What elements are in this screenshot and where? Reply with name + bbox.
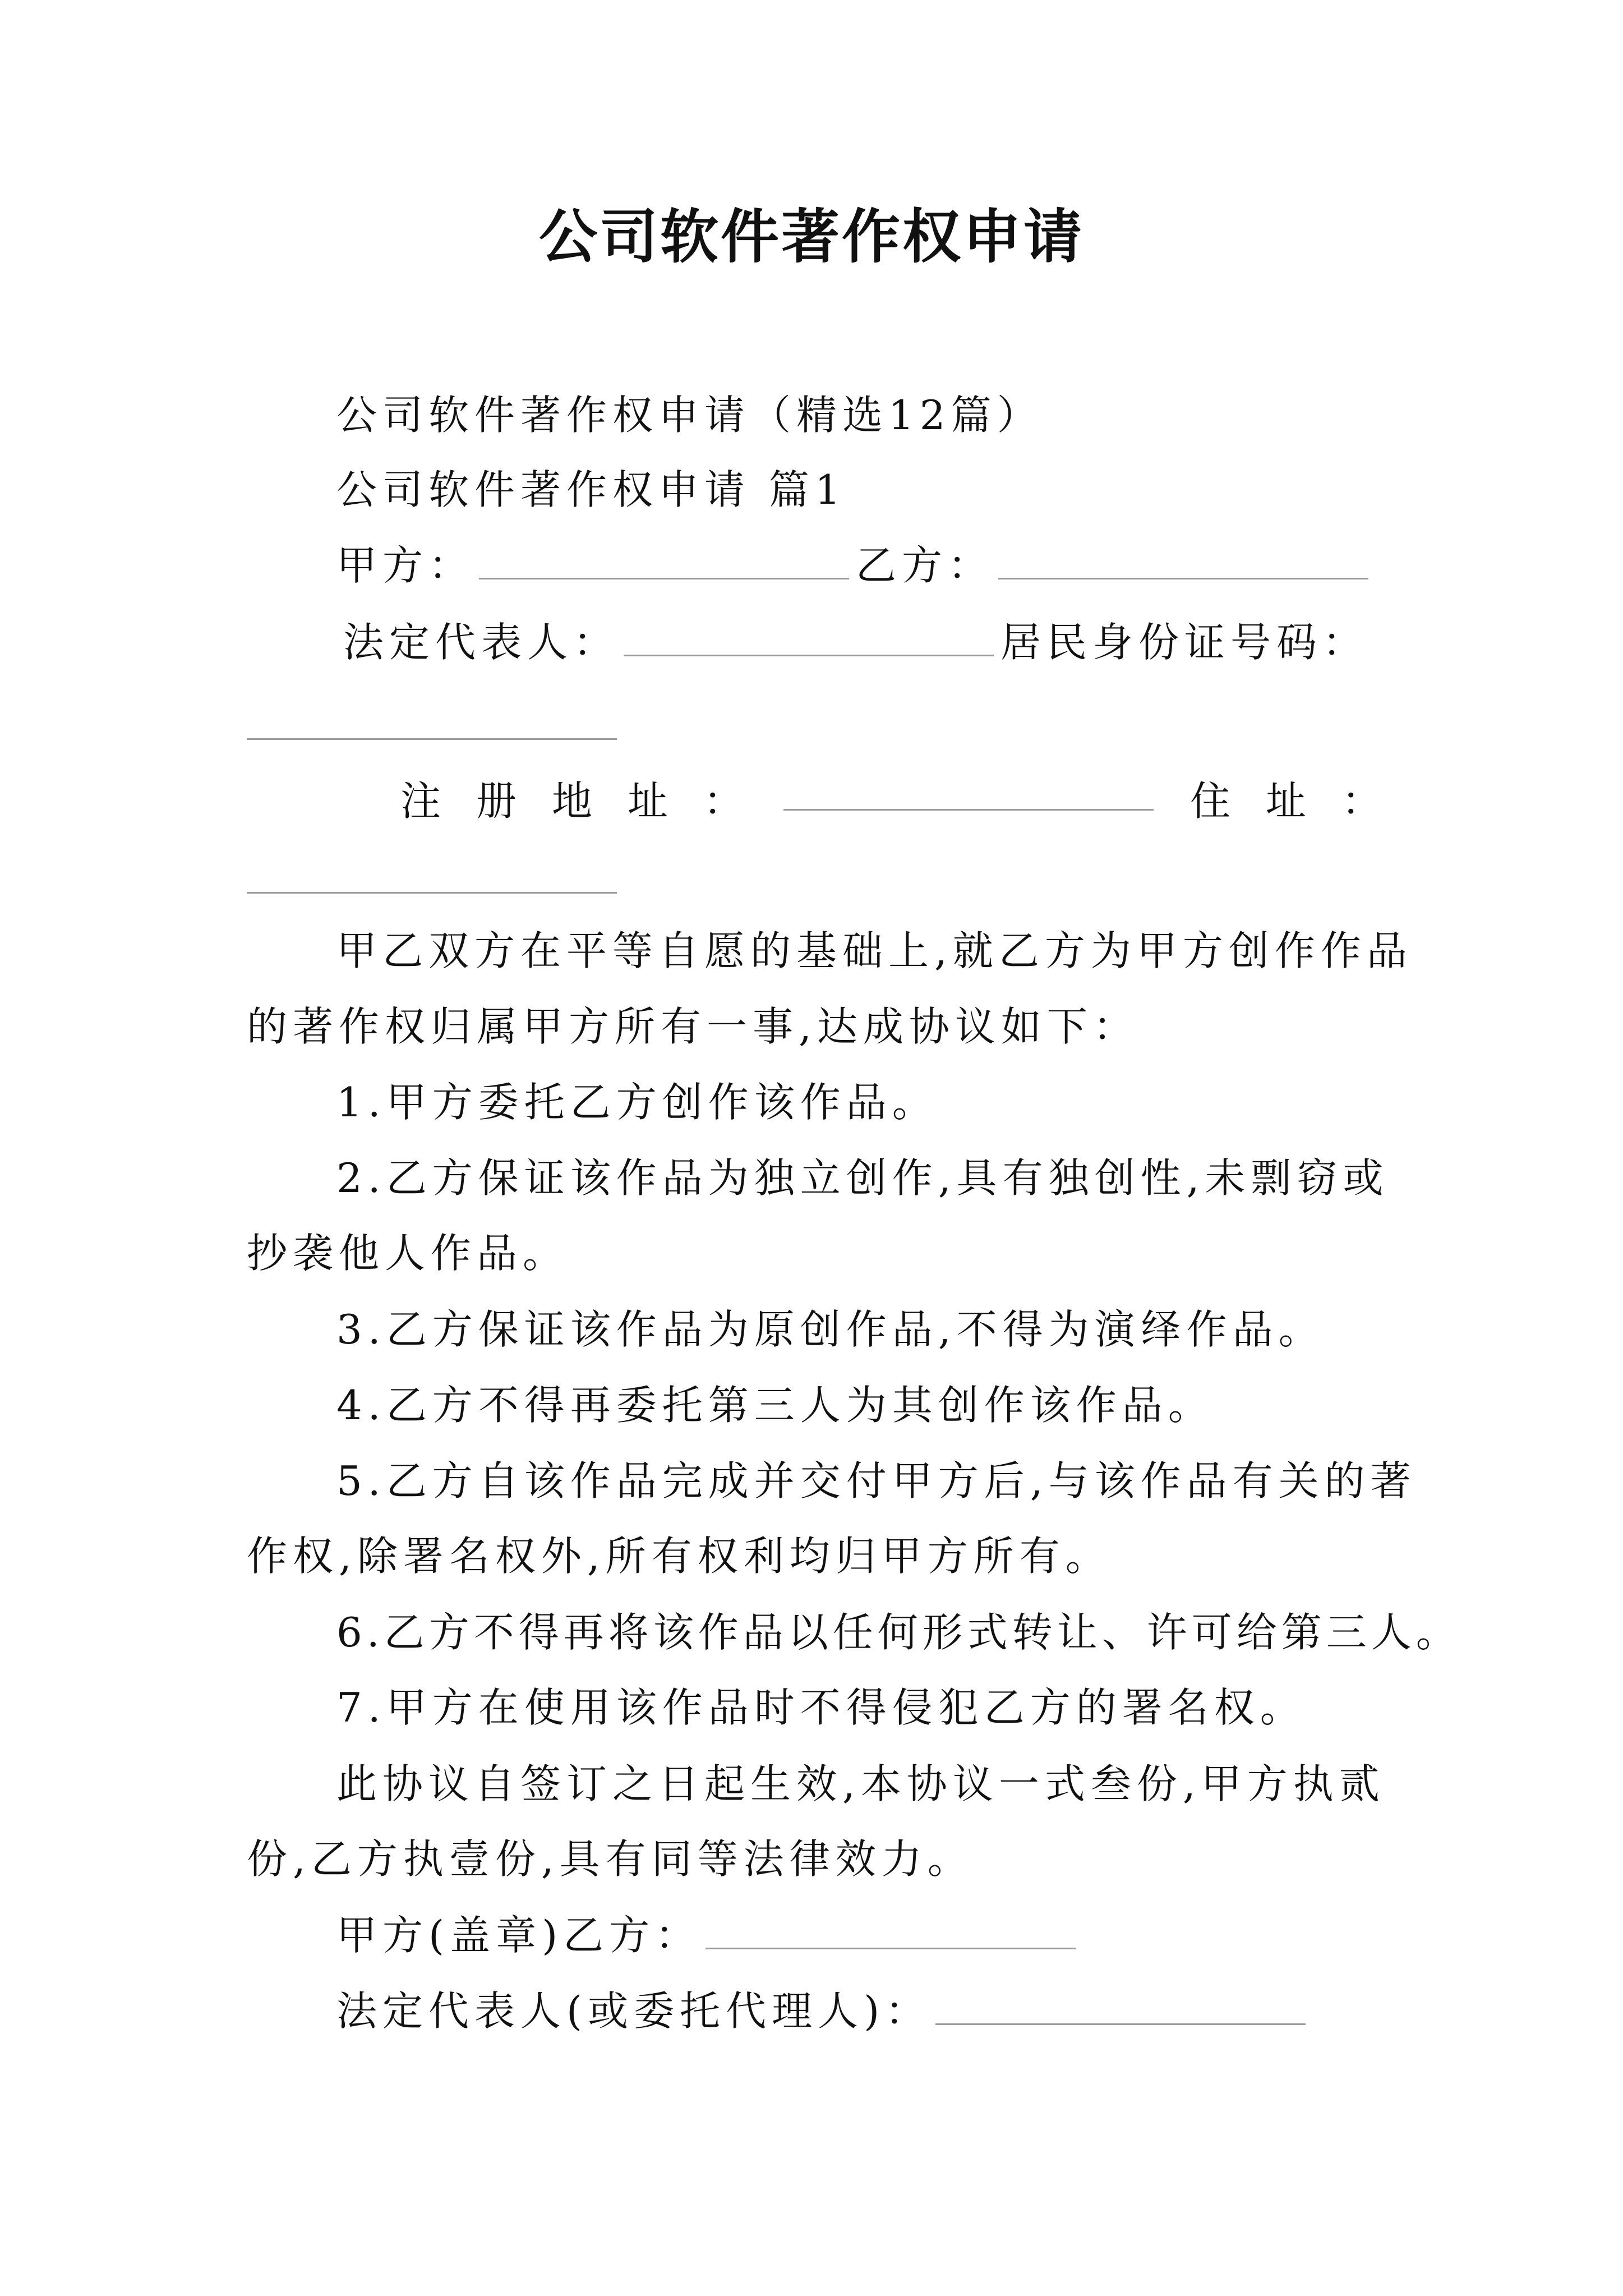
signature-rep-line	[336, 1983, 1312, 2039]
reg-address-char: 册	[476, 777, 523, 825]
effect-paragraph-line2: 份,乙方执壹份,具有同等法律效力。	[247, 1835, 974, 1883]
id-number-label: 居民身份证号码：	[1000, 619, 1369, 666]
document-title: 公司软件著作权申请	[538, 203, 1084, 271]
intro-paragraph-line1: 甲乙双方在平等自愿的基础上,就乙方为甲方创作作品	[336, 927, 1413, 974]
party-b-label: 乙方：	[856, 542, 994, 589]
reg-address-char: 址	[628, 777, 674, 825]
clause-4: 4.乙方不得再委托第三人为其创作该作品。	[336, 1382, 1214, 1429]
clause-3: 3.乙方保证该作品为原创作品,不得为演绎作品。	[336, 1306, 1325, 1353]
clause-2-line1: 2.乙方保证该作品为独立创作,具有独创性,未剽窃或	[336, 1154, 1389, 1202]
residence-char: ：	[1341, 777, 1387, 825]
legal-rep-blank[interactable]	[624, 652, 994, 656]
parties-line	[336, 537, 1375, 593]
reg-address-char: ：	[703, 777, 750, 825]
clause-7: 7.甲方在使用该作品时不得侵犯乙方的署名权。	[336, 1684, 1306, 1731]
clause-6: 6.乙方不得再将该作品以任何形式转让、许可给第三人。	[336, 1609, 1461, 1656]
clause-2-line2: 抄袭他人作品。	[247, 1230, 569, 1277]
signature-rep-blank[interactable]	[935, 2021, 1306, 2025]
residence-char: 址	[1265, 777, 1312, 825]
intro-paragraph-line2: 的著作权归属甲方所有一事,达成协议如下：	[247, 1003, 1139, 1050]
effect-paragraph-line1: 此协议自签订之日起生效,本协议一式叁份,甲方执贰	[336, 1760, 1385, 1807]
id-number-blank[interactable]	[247, 738, 617, 740]
clause-5-line2: 作权,除署名权外,所有权利均归甲方所有。	[247, 1533, 1112, 1580]
reg-address-blank[interactable]	[783, 807, 1154, 811]
party-a-label: 甲方：	[336, 542, 475, 589]
legal-rep-line	[343, 614, 1368, 670]
legal-rep-label: 法定代表人：	[343, 619, 620, 666]
signature-rep-label: 法定代表人(或委托代理人)：	[336, 1987, 932, 2035]
residence-blank[interactable]	[247, 892, 617, 894]
signature-party-label: 甲方(盖章)乙方：	[336, 1912, 702, 1959]
party-b-blank[interactable]	[998, 576, 1368, 579]
address-line	[400, 773, 1410, 829]
signature-party-line	[336, 1907, 1082, 1963]
party-a-blank[interactable]	[479, 576, 849, 579]
clause-5-line1: 5.乙方自该作品完成并交付甲方后,与该作品有关的著	[336, 1457, 1417, 1504]
reg-address-char: 地	[552, 777, 598, 825]
residence-char: 住	[1189, 777, 1236, 825]
reg-address-char: 注	[400, 777, 447, 825]
chapter-heading: 公司软件著作权申请 篇1	[336, 466, 846, 513]
subtitle: 公司软件著作权申请（精选12篇）	[336, 392, 1043, 439]
signature-party-blank[interactable]	[706, 1945, 1076, 1949]
clause-1: 1.甲方委托乙方创作该作品。	[336, 1079, 938, 1126]
